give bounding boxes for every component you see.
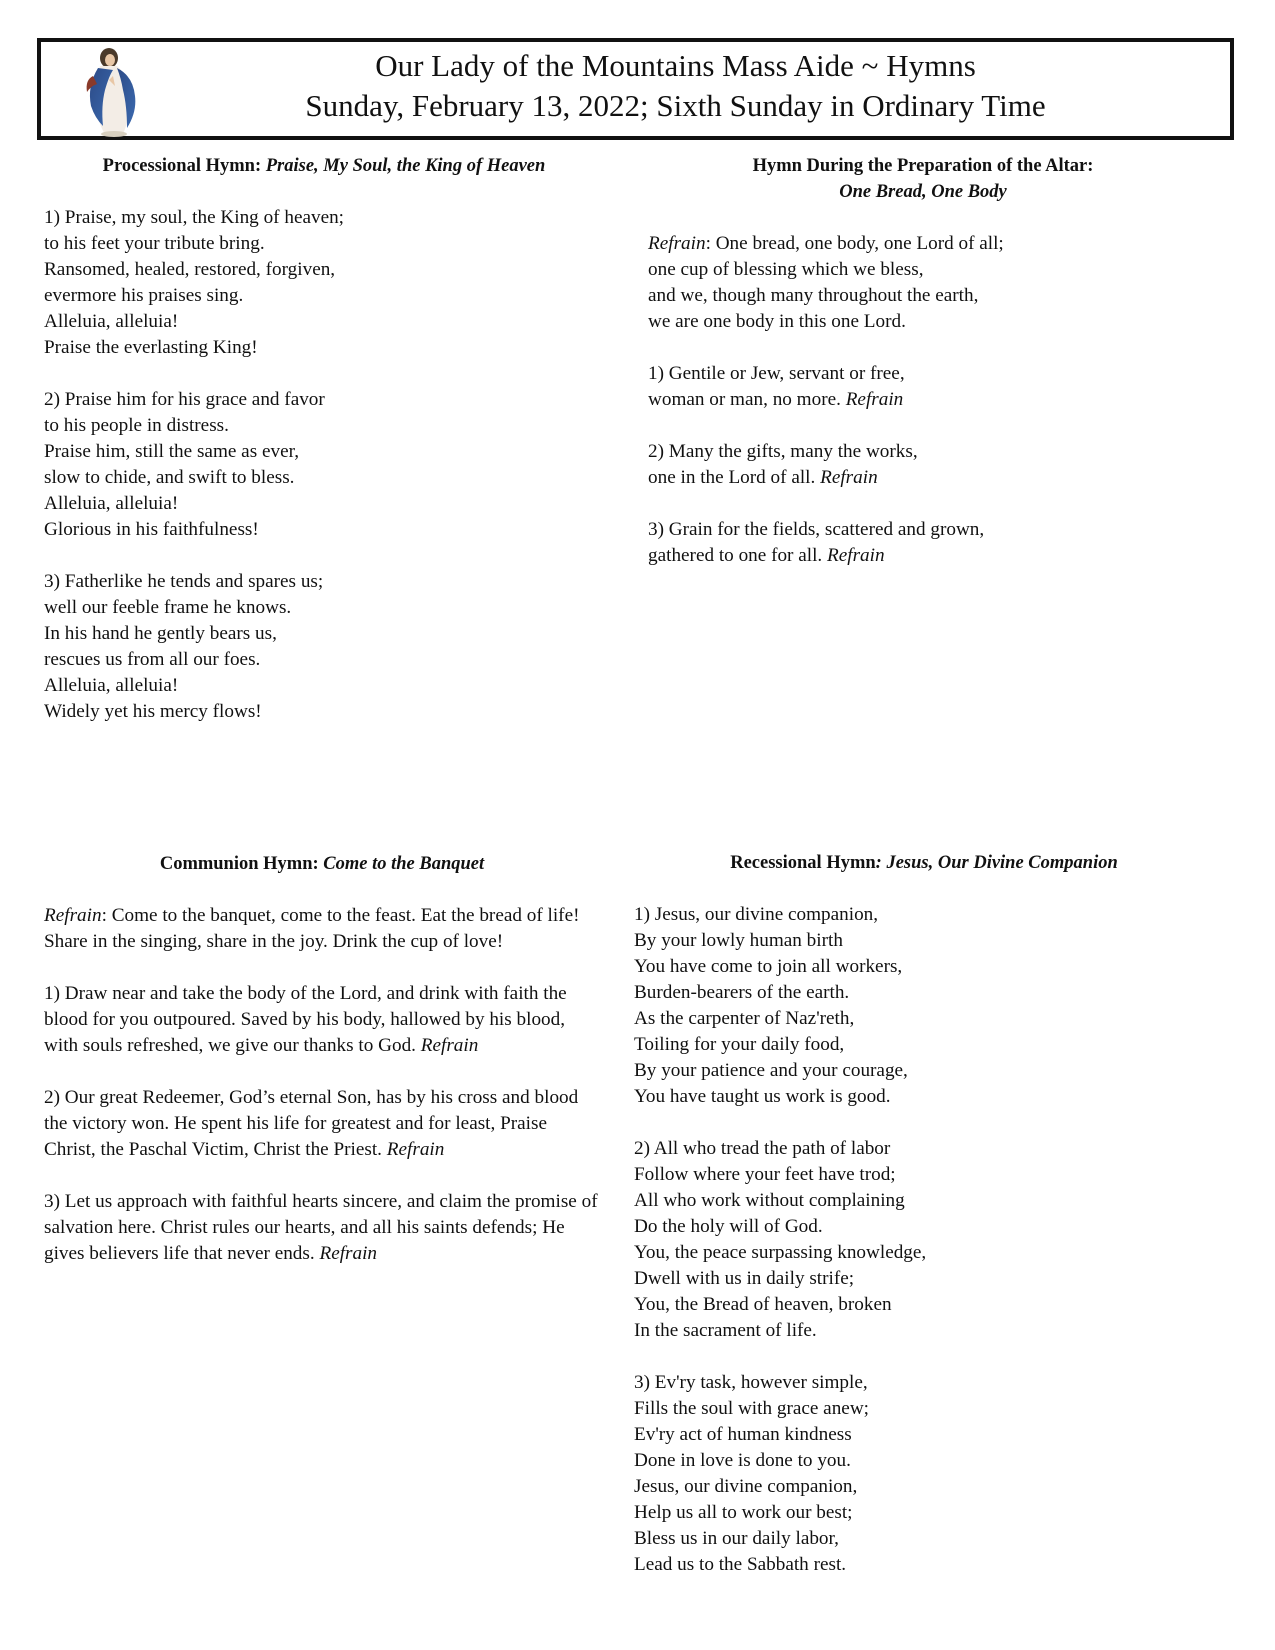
verse-line: By your patience and your courage, <box>634 1060 908 1081</box>
preparation-section <box>648 153 1228 569</box>
verse-line: Toiling for your daily food, <box>634 1034 845 1055</box>
refrain-marker: Refrain <box>820 467 878 488</box>
verse-line: Alleluia, alleluia! <box>44 675 179 696</box>
verse-line: Alleluia, alleluia! <box>44 493 179 514</box>
verse-line: slow to chide, and swift to bless. <box>44 467 295 488</box>
processional-hymn-name: Praise, My Soul, the King of Heaven <box>265 156 546 176</box>
verse-line: Jesus, our divine companion, <box>634 1476 858 1497</box>
verse-line: Burden-bearers of the earth. <box>634 982 850 1003</box>
verse-line: Praise the everlasting King! <box>44 337 258 358</box>
verse-line: Widely yet his mercy flows! <box>44 701 262 722</box>
verse-line: Ev'ry act of human kindness <box>634 1424 852 1445</box>
verse-line: rescues us from all our foes. <box>44 649 261 670</box>
processional-section <box>44 153 604 725</box>
refrain-text: : One bread, one body, one Lord of all; <box>705 233 1004 254</box>
verse-line: to his people in distress. <box>44 415 229 436</box>
verse-line <box>648 387 1228 413</box>
verse <box>44 387 604 543</box>
verse-line: 1) Praise, my soul, the King of heaven; <box>44 207 345 228</box>
header-box <box>37 38 1234 140</box>
recessional-label: Recessional Hymn <box>730 853 876 873</box>
preparation-heading <box>633 153 1213 205</box>
refrain-marker: Refrain <box>827 545 885 566</box>
preparation-hymn-name: One Bread, One Body <box>839 182 1007 202</box>
verse-line: evermore his praises sing. <box>44 285 244 306</box>
verse <box>634 1136 1234 1344</box>
verse-line: and we, though many throughout the earth, <box>648 285 979 306</box>
verse-line: Follow where your feet have trod; <box>634 1164 896 1185</box>
verse-line: You have come to join all workers, <box>634 956 903 977</box>
verse-line: 2) Praise him for his grace and favor <box>44 389 325 410</box>
verse <box>44 981 600 1059</box>
verse-line: You, the Bread of heaven, broken <box>634 1294 892 1315</box>
verse-text: woman or man, no more. <box>648 389 846 410</box>
verse-line: All who work without complaining <box>634 1190 905 1211</box>
communion-section <box>44 851 600 1267</box>
verse <box>648 517 1228 569</box>
refrain-marker: Refrain <box>44 905 102 926</box>
refrain-marker: Refrain <box>319 1243 378 1264</box>
verse-line: 2) Many the gifts, many the works, <box>648 441 918 462</box>
recessional-section <box>634 850 1234 1578</box>
verse-text: gathered to one for all. <box>648 545 828 566</box>
verse <box>634 1370 1234 1578</box>
verse-line: Help us all to work our best; <box>634 1502 853 1523</box>
verse-line <box>648 465 1228 491</box>
verse-text: one in the Lord of all. <box>648 467 821 488</box>
verse-line: we are one body in this one Lord. <box>648 311 906 332</box>
verse <box>634 902 1234 1110</box>
page-subtitle: Sunday, February 13, 2022; Sixth Sunday in Ordinary Time <box>305 88 1046 123</box>
verse-line: one cup of blessing which we bless, <box>648 259 924 280</box>
verse-line: 1) Gentile or Jew, servant or free, <box>648 363 905 384</box>
refrain-marker: Refrain <box>420 1035 479 1056</box>
verse-line: Praise him, still the same as ever, <box>44 441 300 462</box>
processional-heading <box>44 153 604 179</box>
verse-line: In the sacrament of life. <box>634 1320 817 1341</box>
refrain-text: : Come to the banquet, come to the feast. Eat the bread of life! Share in the singing, share in the joy. Drink the cup of love! <box>44 905 580 952</box>
verse <box>44 569 604 725</box>
verse-line: Fills the soul with grace anew; <box>634 1398 870 1419</box>
verse <box>44 1189 600 1267</box>
verse-line: 3) Ev'ry task, however simple, <box>634 1372 868 1393</box>
verse-line: By your lowly human birth <box>634 930 843 951</box>
verse-line <box>648 231 1228 257</box>
recessional-heading <box>634 850 1214 876</box>
verse-line: Bless us in our daily labor, <box>634 1528 839 1549</box>
verse-line: 3) Fatherlike he tends and spares us; <box>44 571 324 592</box>
verse-line: As the carpenter of Naz'reth, <box>634 1008 855 1029</box>
page-title: Our Lady of the Mountains Mass Aide ~ Hymns <box>375 48 976 83</box>
verse-line: Lead us to the Sabbath rest. <box>634 1554 847 1575</box>
verse-line <box>648 543 1228 569</box>
verse-text: 2) Our great Redeemer, God’s eternal Son, has by his cross and blood the victory won. He spent his life for greatest and for least, Praise Christ, the Paschal Victim, Christ the Priest. <box>44 1087 579 1160</box>
verse <box>648 439 1228 491</box>
verse-line: 1) Jesus, our divine companion, <box>634 904 879 925</box>
refrain-marker: Refrain <box>845 389 904 410</box>
verse-line: You have taught us work is good. <box>634 1086 891 1107</box>
communion-heading <box>44 851 600 877</box>
refrain <box>44 903 600 955</box>
verse-line: Do the holy will of God. <box>634 1216 823 1237</box>
refrain <box>648 231 1228 335</box>
verse-line: You, the peace surpassing knowledge, <box>634 1242 927 1263</box>
verse <box>44 1085 600 1163</box>
verse <box>648 361 1228 413</box>
recessional-hymn-name: : Jesus, Our Divine Companion <box>875 853 1118 873</box>
processional-label: Processional Hymn: <box>102 156 266 176</box>
verse-line: Done in love is done to you. <box>634 1450 851 1471</box>
verse-text: 3) Let us approach with faithful hearts sincere, and claim the promise of salvation here. Christ rules our hearts, and all his saints defends; He gives believers life that never ends. <box>44 1191 598 1264</box>
verse-line: Alleluia, alleluia! <box>44 311 179 332</box>
communion-label: Communion Hymn: <box>159 854 324 874</box>
verse-line: Dwell with us in daily strife; <box>634 1268 855 1289</box>
verse-line: 3) Grain for the fields, scattered and grown, <box>648 519 985 540</box>
verse-text: 1) Draw near and take the body of the Lord, and drink with faith the blood for you outpoured. Saved by his body, hallowed by his blood, with souls refreshed, we give our thanks to God. <box>44 983 567 1056</box>
verse-line: well our feeble frame he knows. <box>44 597 292 618</box>
preparation-label: Hymn During the Preparation of the Altar: <box>752 156 1094 176</box>
verse <box>44 205 604 361</box>
refrain-marker: Refrain <box>648 233 706 254</box>
communion-hymn-name: Come to the Banquet <box>323 854 485 874</box>
verse-line: 2) All who tread the path of labor <box>634 1138 891 1159</box>
verse-line: In his hand he gently bears us, <box>44 623 277 644</box>
verse-line: Ransomed, healed, restored, forgiven, <box>44 259 336 280</box>
verse-line: to his feet your tribute bring. <box>44 233 265 254</box>
verse-line: Glorious in his faithfulness! <box>44 519 259 540</box>
refrain-marker: Refrain <box>386 1139 445 1160</box>
